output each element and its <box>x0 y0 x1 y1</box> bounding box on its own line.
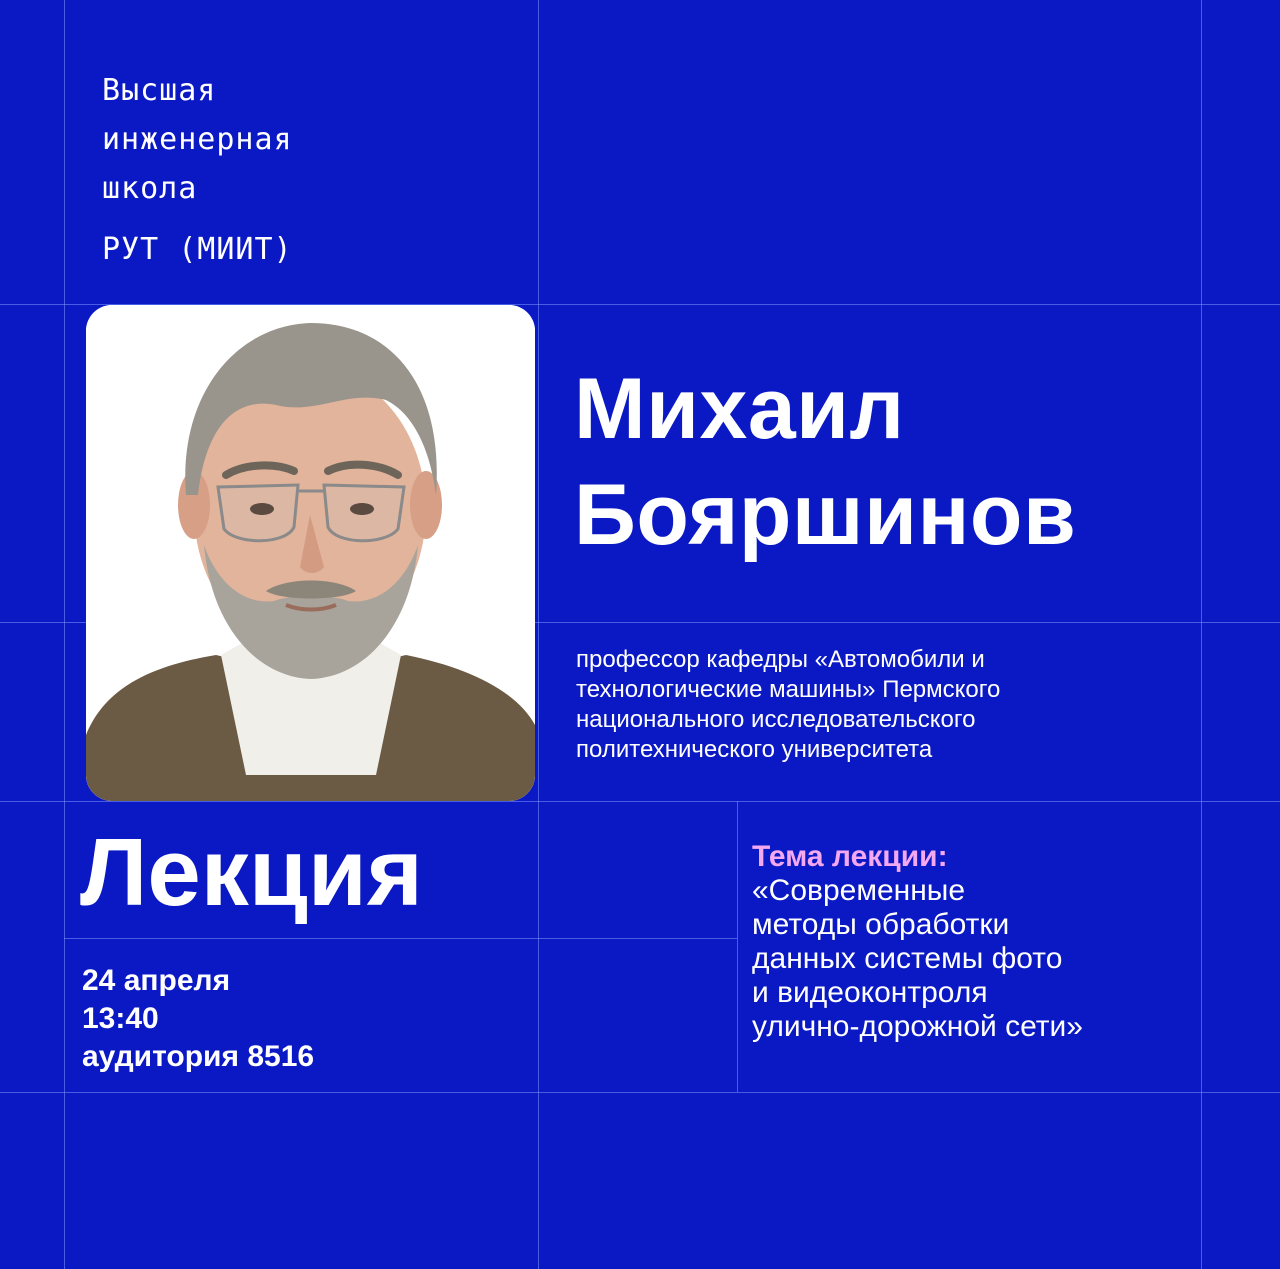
grid-line <box>737 801 738 1092</box>
topic-line: и видеоконтроля <box>752 976 988 1009</box>
logo-line-3: школа <box>102 171 198 206</box>
grid-line <box>64 0 65 1269</box>
speaker-name <box>574 356 1076 568</box>
topic-line: данных системы фото <box>752 942 1063 975</box>
grid-line <box>1201 0 1202 1269</box>
position-line: национального исследовательского <box>576 706 976 733</box>
grid-line <box>0 801 1280 802</box>
school-logo <box>102 66 293 274</box>
topic-line: «Современные <box>752 874 966 907</box>
speaker-last-name: Бояршинов <box>574 467 1077 563</box>
topic-line: улично-дорожной сети» <box>752 1010 1083 1043</box>
topic-line: методы обработки <box>752 908 1010 941</box>
lecture-topic <box>752 840 1083 1044</box>
speaker-position <box>576 645 1176 765</box>
speaker-photo <box>86 305 535 801</box>
position-line: технологические машины» Пермского <box>576 676 1001 703</box>
position-line: профессор кафедры «Автомобили и <box>576 646 985 673</box>
logo-line-2: инженерная <box>102 122 293 157</box>
event-time: 13:40 <box>82 1002 159 1035</box>
speaker-first-name: Михаил <box>574 361 905 457</box>
grid-line <box>538 0 539 1269</box>
topic-label: Тема лекции: <box>752 840 948 873</box>
position-line: политехнического университета <box>576 736 933 763</box>
event-type-heading: Лекция <box>80 819 423 926</box>
event-room: аудитория 8516 <box>82 1040 315 1073</box>
logo-line-1: Высшая <box>102 73 217 108</box>
speaker-portrait-icon <box>86 305 535 801</box>
event-details <box>82 962 314 1076</box>
event-date: 24 апреля <box>82 964 231 997</box>
logo-university: РУТ (МИИТ) <box>102 232 293 267</box>
grid-line <box>64 938 737 939</box>
grid-line <box>0 1092 1280 1093</box>
